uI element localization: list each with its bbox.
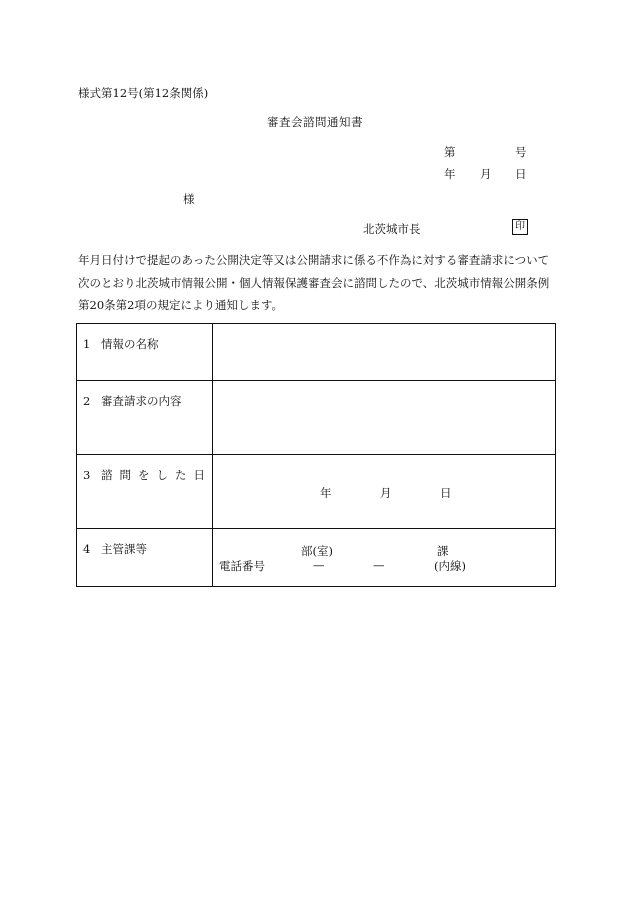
inquiry-date-value-cell (213, 455, 556, 529)
row-label: 情報の名称 (101, 337, 159, 351)
document-number-suffix: 号 (515, 145, 527, 159)
body-paragraph (78, 249, 556, 317)
row-number: 3 (83, 468, 91, 482)
row-label: 主管課等 (101, 542, 147, 556)
inquiry-date-day: 日 (440, 486, 452, 500)
seal-mark: 印 (512, 219, 528, 235)
department-label-cell (77, 529, 213, 587)
body-month: 月 (89, 253, 101, 267)
form-number: 様式第12号(第12条関係) (78, 86, 209, 100)
document-number-prefix: 第 (444, 145, 456, 159)
inquiry-date-month: 月 (380, 486, 392, 500)
extension-label: (内線) (434, 559, 466, 573)
table-row-inquiry-date (77, 455, 556, 529)
table-row-info-name (77, 324, 556, 381)
document-title: 審査会諮問通知書 (267, 115, 363, 129)
department-unit-label: 部(室) (301, 544, 333, 558)
row-number: 2 (83, 394, 91, 408)
request-content-label-cell (77, 381, 213, 455)
date-year-label: 年 (444, 167, 456, 181)
row-number: 4 (83, 542, 91, 556)
table-row-department (77, 529, 556, 587)
inquiry-date-year: 年 (320, 486, 332, 500)
row-number: 1 (83, 337, 91, 351)
section-unit-label: 課 (437, 544, 449, 558)
row-label: 諮問をした日 (101, 468, 212, 482)
department-value-cell (213, 529, 556, 587)
row-label: 審査請求の内容 (101, 394, 182, 408)
request-content-value-cell (213, 381, 556, 455)
info-name-value-cell (213, 324, 556, 381)
body-text: 日付けで提起のあった公開決定等又は公開請求に係る不作為に対する審査請求について次のとおり北茨城市情報公開・個人情報保護審査会に諮問したので、北茨城市情報公開条例第20条第2項の規定により通知します。 (78, 253, 550, 312)
phone-dash-1: — (313, 558, 325, 572)
addressee-honorific: 様 (183, 192, 195, 206)
info-name-label-cell (77, 324, 213, 381)
info-table (76, 323, 556, 587)
issuer-name: 北茨城市長 (363, 222, 421, 236)
date-day-label: 日 (515, 167, 527, 181)
inquiry-date-label-cell (77, 455, 213, 529)
table-row-request-content (77, 381, 556, 455)
phone-label: 電話番号 (219, 559, 265, 573)
body-year: 年 (78, 253, 90, 267)
date-month-label: 月 (480, 167, 492, 181)
phone-dash-2: — (373, 558, 385, 572)
